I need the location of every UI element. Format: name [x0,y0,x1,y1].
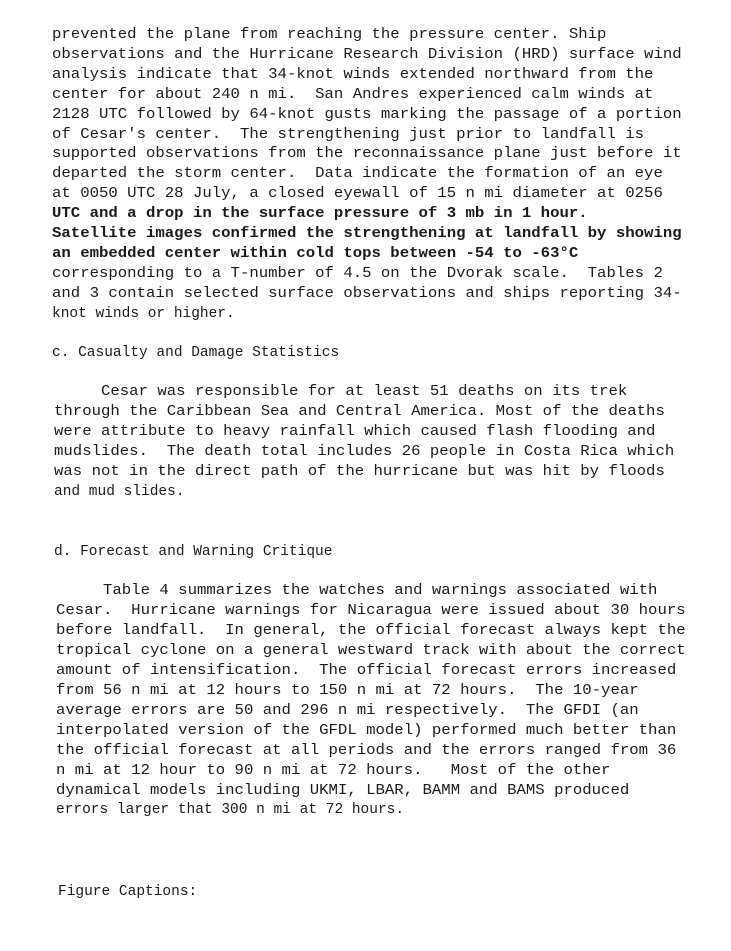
paragraph-line: mudslides. The death total includes 26 people in Costa Rica which [54,444,675,460]
paragraph-line: at 0050 UTC 28 July, a closed eyewall of 15 n mi diameter at 0256 [52,186,663,203]
paragraph-line: amount of intensification. The official forecast errors increased [56,662,677,679]
paragraph-line: from 56 n mi at 12 hours to 150 n mi at 72 hours. The 10-year [56,682,639,699]
paragraph-line: UTC and a drop in the surface pressure of 3 mb in 1 hour. [52,206,588,223]
paragraph-line: through the Caribbean Sea and Central America. Most of the deaths [54,404,665,420]
paragraph-line: n mi at 12 hour to 90 n mi at 72 hours. Most of the other [56,762,611,779]
paragraph-line: Table 4 summarizes the watches and warnings associated with [56,583,658,599]
paragraph-line: departed the storm center. Data indicate the formation of an eye [52,166,663,183]
paragraph-line: Cesar. Hurricane warnings for Nicaragua were issued about 30 hours [56,602,686,619]
section-heading: d. Forecast and Warning Critique [54,544,333,560]
paragraph-line: analysis indicate that 34-knot winds extended northward from the [52,66,654,83]
paragraph-line: dynamical models including UKMI, LBAR, BAMM and BAMS produced [56,782,630,799]
paragraph-line: knot winds or higher. [52,305,235,322]
paragraph-line: Cesar was responsible for at least 51 deaths on its trek [54,384,628,400]
paragraph-line: tropical cyclone on a general westward track with about the correct [56,642,686,659]
paragraph-line: before landfall. In general, the official forecast always kept the [56,622,686,639]
paragraph-line: supported observations from the reconnaissance plane just before it [52,146,682,163]
paragraph-line: of Cesar's center. The strengthening just prior to landfall is [52,126,645,143]
paragraph-line: errors larger that 300 n mi at 72 hours. [56,802,405,819]
paragraph-line: Satellite images confirmed the strengthening at landfall by showing [52,226,682,242]
section-heading: c. Casualty and Damage Statistics [52,345,340,361]
paragraph-line: 2128 UTC followed by 64-knot gusts marking the passage of a portion [52,106,682,123]
paragraph-line: and 3 contain selected surface observations and ships reporting 34- [52,285,682,302]
paragraph-line: interpolated version of the GFDL model) performed much better than [56,722,677,739]
paragraph-line: center for about 240 n mi. San Andres experienced calm winds at [52,86,654,103]
paragraph-line: prevented the plane from reaching the pressure center. Ship [52,27,607,43]
paragraph-line: an embedded center within cold tops between -54 to -63°C [52,245,579,262]
paragraph-line: were attribute to heavy rainfall which caused flash flooding and [54,424,656,440]
figure-captions-heading: Figure Captions: [58,884,198,900]
paragraph-line: and mud slides. [54,484,185,500]
paragraph-line: corresponding to a T-number of 4.5 on the Dvorak scale. Tables 2 [52,265,663,282]
paragraph-line: average errors are 50 and 296 n mi respectively. The GFDI (an [56,702,639,719]
paragraph-line: the official forecast at all periods and the errors ranged from 36 [56,742,677,759]
paragraph-line: was not in the direct path of the hurricane but was hit by floods [54,464,665,480]
paragraph-line: observations and the Hurricane Research Division (HRD) surface wind [52,46,682,63]
